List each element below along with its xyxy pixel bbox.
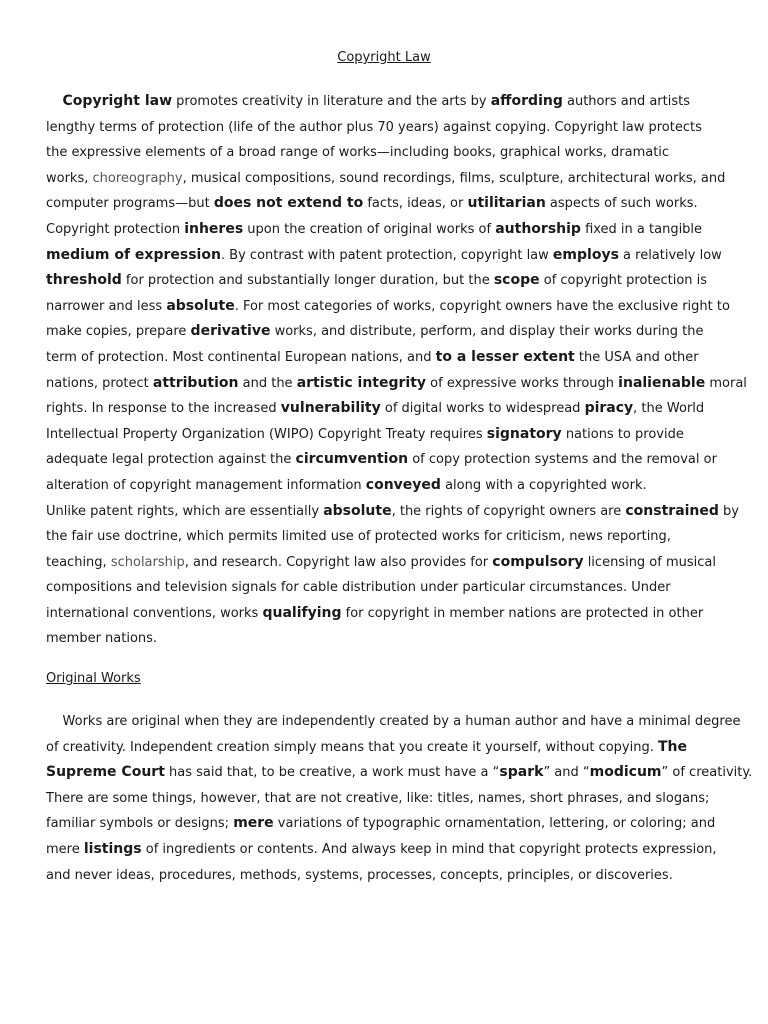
text-run: . By contrast with patent protection, copyright law (220, 247, 553, 263)
text-line (46, 709, 741, 735)
text-run: scholarship (110, 554, 185, 570)
emphasized-term: modicum (589, 764, 662, 781)
text-run: works, and distribute, perform, and display their works during the (270, 324, 704, 340)
text-line (46, 191, 722, 217)
text-line (46, 422, 722, 448)
emphasized-term: scope (493, 272, 540, 289)
emphasized-term: utilitarian (467, 195, 546, 212)
section-heading-original-works: Original Works (46, 671, 141, 686)
text-run: moral (705, 375, 747, 391)
text-line (46, 140, 722, 166)
text-line (46, 601, 722, 627)
emphasized-term: mere (233, 815, 274, 832)
text-run: Unlike patent rights, which are essentially (46, 503, 324, 519)
emphasized-term: Supreme Court (46, 764, 165, 781)
paragraph-copyright-law (46, 89, 747, 652)
text-run: teaching, (46, 554, 111, 570)
text-run: . For most categories of works, copyright owners have the exclusive right to (234, 298, 730, 314)
emphasized-term: affording (490, 93, 563, 109)
emphasized-term: compulsory (492, 553, 584, 570)
text-run: There are some things, however, that are not creative, like: titles, names, short phrases, and slogans; (46, 790, 710, 806)
text-run: a relatively low (618, 247, 722, 263)
emphasized-term: inalienable (618, 374, 706, 391)
text-line (46, 735, 722, 761)
text-run: promotes creativity in literature and the arts by (172, 94, 491, 109)
emphasized-term: signatory (486, 425, 562, 442)
text-run: aspects of such works. (545, 196, 698, 212)
emphasized-term: qualifying (262, 604, 342, 621)
text-run: ” and “ (543, 765, 590, 781)
text-run: Copyright protection (46, 221, 185, 237)
emphasized-term: vulnerability (280, 400, 381, 417)
text-line (46, 396, 722, 422)
text-line (46, 811, 722, 837)
emphasized-term: employs (552, 246, 619, 263)
text-run: the fair use doctrine, which permits limited use of protected works for criticism, news reporting, (46, 529, 671, 545)
text-line (46, 166, 726, 192)
emphasized-term: medium of expression (46, 246, 221, 263)
emphasized-term: constrained (625, 502, 719, 519)
emphasized-term: to a lesser extent (435, 348, 575, 365)
text-run: of ingredients or contents. And always keep in mind that copyright protects expression, (141, 841, 717, 857)
text-run: variations of typographic ornamentation, lettering, or coloring; and (273, 816, 716, 832)
text-line (46, 786, 722, 812)
text-run: choreography (92, 170, 183, 186)
text-line (46, 863, 722, 889)
text-run: the expressive elements of a broad range of works—including books, graphical works, dramatic (46, 145, 670, 161)
text-run: ” of creativity. (661, 765, 753, 781)
text-line (46, 837, 722, 863)
text-run: member nations. (46, 631, 158, 647)
emphasized-term: absolute (166, 297, 235, 314)
text-run: adequate legal protection against the (46, 452, 296, 468)
text-run: fixed in a tangible (580, 221, 703, 237)
text-run: compositions and television signals for cable distribution under particular circumstances. Under (46, 580, 671, 596)
text-line (46, 447, 722, 473)
text-run: lengthy terms of protection (life of the author plus 70 years) against copying. Copyright law protects (46, 119, 702, 135)
text-run: of copyright protection is (539, 273, 708, 289)
text-line (46, 115, 722, 141)
text-run: nations to provide (561, 426, 684, 442)
text-run: for protection and substantially longer duration, but the (121, 273, 494, 289)
paragraph-original-works (46, 709, 753, 888)
text-run: has said that, to be creative, a work must have a “ (164, 765, 500, 781)
text-line (46, 217, 722, 243)
text-line (46, 626, 722, 652)
text-line (46, 243, 722, 269)
emphasized-term: attribution (152, 374, 239, 391)
text-run: and the (238, 375, 297, 391)
text-run: familiar symbols or designs; (46, 816, 234, 832)
text-run: authors and artists (562, 94, 690, 109)
text-run: for copyright in member nations are protected in other (341, 605, 704, 621)
emphasized-term: authorship (495, 220, 581, 237)
text-run: nations, protect (46, 375, 153, 391)
text-line (46, 499, 739, 525)
emphasized-term: does not extend to (213, 195, 364, 212)
text-line (46, 760, 753, 786)
text-run: term of protection. Most continental European nations, and (46, 349, 436, 365)
text-run: of digital works to widespread (380, 401, 585, 417)
text-run: , musical compositions, sound recordings, films, sculpture, architectural works, and (182, 170, 726, 186)
emphasized-term: conveyed (365, 476, 441, 493)
text-run: mere (46, 841, 84, 857)
text-line (46, 550, 722, 576)
text-run: alteration of copyright management information (46, 477, 366, 493)
emphasized-term: circumvention (295, 451, 409, 468)
emphasized-term: derivative (190, 323, 271, 340)
text-run: , the rights of copyright owners are (391, 503, 626, 519)
text-run: along with a copyrighted work. (440, 477, 647, 493)
text-line (46, 371, 747, 397)
text-run: narrower and less (46, 298, 167, 314)
text-line (46, 294, 730, 320)
text-run: computer programs—but (46, 196, 214, 212)
text-line (46, 89, 722, 115)
emphasized-term: The (657, 738, 687, 755)
emphasized-term: piracy (584, 400, 634, 417)
text-run: the USA and other (574, 349, 699, 365)
text-run: of copy protection systems and the removal or (408, 452, 717, 468)
text-line (46, 524, 722, 550)
emphasized-term: artistic integrity (296, 374, 427, 391)
emphasized-term: spark (499, 764, 544, 781)
text-run: of expressive works through (426, 375, 619, 391)
text-run: Intellectual Property Organization (WIPO) Copyright Treaty requires (46, 426, 487, 442)
text-run: of creativity. Independent creation simply means that you create it yourself, without copying. (46, 739, 658, 755)
text-line (46, 473, 722, 499)
text-run: , and research. Copyright law also provides for (184, 554, 493, 570)
text-line (46, 319, 722, 345)
emphasized-term: absolute (323, 502, 392, 519)
text-run: upon the creation of original works of (243, 221, 496, 237)
text-run: by (718, 503, 739, 519)
text-run: works, (46, 170, 93, 186)
text-run: make copies, prepare (46, 324, 191, 340)
emphasized-term: listings (83, 840, 142, 857)
text-run: rights. In response to the increased (46, 401, 281, 417)
emphasized-term: inheres (184, 220, 244, 237)
text-run: international conventions, works (46, 605, 263, 621)
emphasized-term: Copyright law (62, 93, 173, 109)
text-line (46, 345, 722, 371)
text-line (46, 575, 722, 601)
text-run: facts, ideas, or (363, 196, 468, 212)
text-run: licensing of musical (583, 554, 716, 570)
emphasized-term: threshold (46, 272, 122, 289)
text-line (46, 268, 722, 294)
text-run (46, 94, 63, 109)
text-run: , the World (633, 401, 705, 417)
document-title: Copyright Law (337, 50, 431, 65)
text-run: Works are original when they are independently created by a human author and have a minimal degree (46, 714, 741, 729)
text-run: and never ideas, procedures, methods, systems, processes, concepts, principles, or discoveries. (46, 867, 673, 883)
